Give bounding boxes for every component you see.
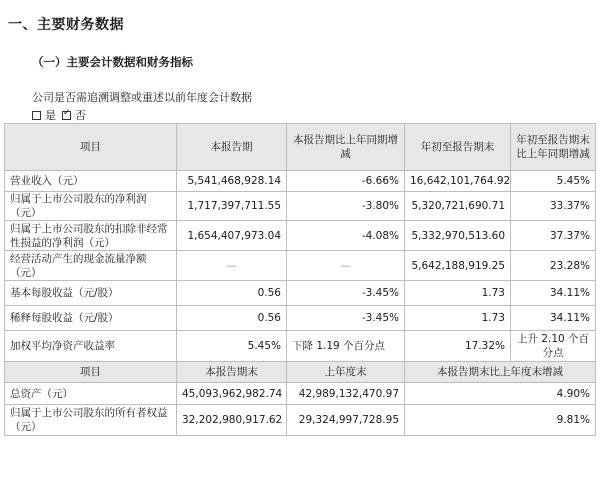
table-cell: 上升 2.10 个百分点 <box>511 331 596 362</box>
table-row <box>5 251 596 281</box>
table-row <box>5 192 596 221</box>
subsection-heading: （一）主要会计数据和财务指标 <box>32 55 193 69</box>
table-cell: 5.45% <box>511 171 596 192</box>
table-row <box>5 306 596 331</box>
table-cell: 29,324,997,728.95 <box>287 405 405 436</box>
header-cell: 项目 <box>5 124 177 171</box>
header-cell: 项目 <box>5 362 177 383</box>
row-label: 营业收入（元） <box>5 171 177 192</box>
table-cell: 0.56 <box>177 281 287 306</box>
option-no-label: 否 <box>75 109 86 122</box>
table-row <box>5 405 596 436</box>
table-cell: -4.08% <box>287 221 405 251</box>
header-cell: 年初至报告期末 <box>405 124 511 171</box>
table-cell: 5,320,721,690.71 <box>405 192 511 221</box>
checkbox-yes-icon <box>32 111 41 120</box>
table-cell: 42,989,132,470.97 <box>287 383 405 405</box>
table-row <box>5 171 596 192</box>
row-label: 总资产（元） <box>5 383 177 405</box>
table-cell: 1,654,407,973.04 <box>177 221 287 251</box>
table2-header-row <box>5 362 596 383</box>
table-cell: 1,717,397,711.55 <box>177 192 287 221</box>
row-label: 基本每股收益（元/股） <box>5 281 177 306</box>
table-cell: 4.90% <box>405 383 596 405</box>
header-cell: 本报告期末比上年度末增减 <box>405 362 596 383</box>
table-row <box>5 221 596 251</box>
row-label: 归属于上市公司股东的所有者权益（元） <box>5 405 177 436</box>
table-cell: 45,093,962,982.74 <box>177 383 287 405</box>
header-cell: 本报告期比上年同期增减 <box>287 124 405 171</box>
checkbox-no-checked-icon <box>62 111 71 120</box>
table-cell: -3.45% <box>287 306 405 331</box>
table-row <box>5 281 596 306</box>
table-cell: 16,642,101,764.92 <box>405 171 511 192</box>
table-cell: 1.73 <box>405 281 511 306</box>
option-yes-label: 是 <box>45 109 56 122</box>
row-label: 归属于上市公司股东的扣除非经常性损益的净利润（元） <box>5 221 177 251</box>
table-row <box>5 331 596 362</box>
table-cell: 1.73 <box>405 306 511 331</box>
table-cell: 5.45% <box>177 331 287 362</box>
table-cell: 34.11% <box>511 306 596 331</box>
table-cell: 32,202,980,917.62 <box>177 405 287 436</box>
table-cell: -3.80% <box>287 192 405 221</box>
table-row <box>5 383 596 405</box>
header-cell: 上年度末 <box>287 362 405 383</box>
row-label: 稀释每股收益（元/股） <box>5 306 177 331</box>
table-cell: — <box>177 251 287 281</box>
table-cell: 23.28% <box>511 251 596 281</box>
table-cell: 33.37% <box>511 192 596 221</box>
table-cell: 5,332,970,513.60 <box>405 221 511 251</box>
table-cell: 5,541,468,928.14 <box>177 171 287 192</box>
table-cell: -3.45% <box>287 281 405 306</box>
table-cell: -6.66% <box>287 171 405 192</box>
restatement-options <box>32 107 86 123</box>
header-cell: 本报告期 <box>177 124 287 171</box>
table-cell: 37.37% <box>511 221 596 251</box>
financial-data-table <box>4 123 596 436</box>
table-cell: 下降 1.19 个百分点 <box>287 331 405 362</box>
row-label: 加权平均净资产收益率 <box>5 331 177 362</box>
row-label: 经营活动产生的现金流量净额（元） <box>5 251 177 281</box>
table-cell: 17.32% <box>405 331 511 362</box>
table1-header-row <box>5 124 596 171</box>
table-cell: 0.56 <box>177 306 287 331</box>
table-cell: 9.81% <box>405 405 596 436</box>
row-label: 归属于上市公司股东的净利润（元） <box>5 192 177 221</box>
restatement-question: 公司是否需追溯调整或重述以前年度会计数据 <box>32 91 252 104</box>
table-cell: 5,642,188,919.25 <box>405 251 511 281</box>
section-heading: 一、主要财务数据 <box>8 17 124 33</box>
header-cell: 年初至报告期末比上年同期增减 <box>511 124 596 171</box>
table-cell: — <box>287 251 405 281</box>
header-cell: 本报告期末 <box>177 362 287 383</box>
table-cell: 34.11% <box>511 281 596 306</box>
